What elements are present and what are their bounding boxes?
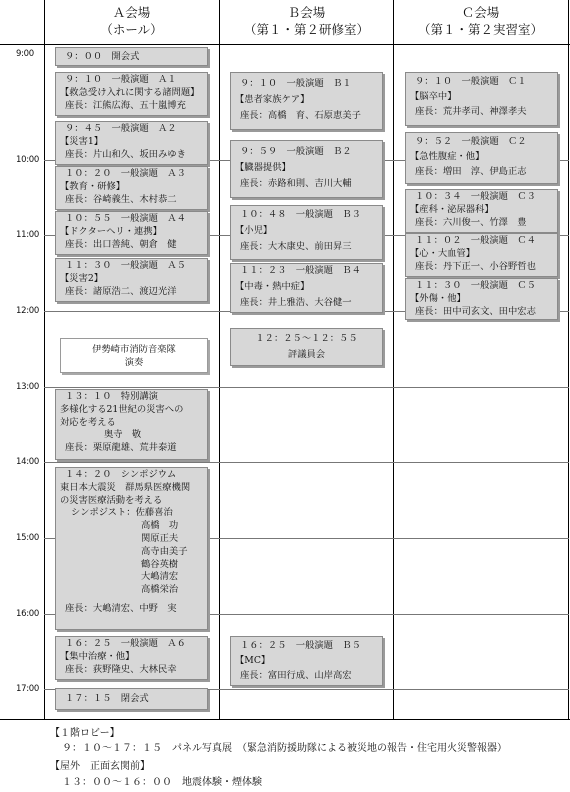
session-title: １１：３０ 一般演題 Ａ５: [65, 260, 186, 271]
time-label: 13:00: [16, 382, 39, 392]
session-topic: 【臓器提供】: [235, 161, 291, 173]
session-title: ９：４５ 一般演題 Ａ２: [65, 123, 177, 134]
session-chair: 座長：荒井孝司、神澤孝夫: [415, 105, 527, 117]
session-b3: [230, 205, 383, 260]
time-label: 12:00: [16, 306, 39, 316]
closing-ceremony: [55, 688, 208, 710]
session-b1: [230, 72, 383, 130]
session-title: １６：２５ 一般演題 Ａ６: [65, 638, 186, 649]
session-topic: 【災害2】: [60, 272, 104, 284]
symposium: [55, 467, 208, 630]
session-title: １１：０２ 一般演題 Ｃ４: [415, 235, 536, 246]
session-chair: 座長：谷崎義生、木村恭二: [65, 193, 177, 205]
session-topic: 【心・大血管】: [410, 247, 476, 259]
session-c1: [405, 72, 558, 126]
session-chair: 座長：高橋 育、石原恵美子: [240, 109, 361, 121]
session-title: ９：１０ 一般演題 Ｂ１: [240, 78, 352, 89]
session-topic: 【救急受け入れに関する諸問題】: [60, 86, 200, 98]
time-label: 16:00: [16, 609, 39, 619]
session-chair: 座長：荻野隆史、大林民幸: [65, 663, 177, 675]
band-name: 伊勢崎市消防音楽隊: [92, 344, 176, 355]
panelist: 高橋栄治: [141, 584, 179, 596]
symposium-theme-line1: 東日本大震災 群馬県医療機関: [60, 481, 191, 493]
lobby-text: ９：１０～１７：１５ パネル写真展 （緊急消防援助隊による被災地の報告・住宅用火災警報器）: [62, 743, 507, 754]
time-label: 9:00: [16, 49, 34, 59]
session-a3: [55, 166, 208, 210]
session-title: ９：１０ 一般演題 Ｃ１: [415, 76, 527, 87]
session-a6: [55, 636, 208, 680]
band-performance: [60, 338, 208, 373]
session-chair: 座長：諸原浩二、渡辺光洋: [65, 285, 177, 297]
session-c5: [405, 278, 558, 320]
lobby-label: 【１階ロビー】: [50, 728, 120, 739]
session-chair: 座長：大木康史、前田昇三: [240, 240, 352, 252]
opening-title: ９：００ 開会式: [65, 51, 140, 62]
header-c-name: Ｃ会場: [461, 5, 500, 20]
symposium-chair: 座長：大嶋清宏、中野 実: [65, 602, 177, 614]
symposium-theme-line2: の災害医療活動を考える: [60, 494, 163, 506]
session-chair: 座長：井上雅浩、大谷健一: [240, 296, 352, 308]
closing-title: １７：１５ 閉会式: [65, 693, 149, 704]
session-chair: 座長：丹下正一、小谷野哲也: [415, 260, 536, 272]
session-chair: 座長：江熊広海、五十嵐博充: [65, 99, 186, 111]
session-chair: 座長：増田 淳、伊島正志: [415, 165, 527, 177]
outdoor-text: １３：００～１６：００ 地震体験・煙体験: [62, 777, 262, 788]
session-chair: 座長：赤路和則、吉川大輔: [240, 177, 352, 189]
panelist: 高橋 功: [141, 520, 179, 532]
header-b-name: Ｂ会場: [287, 5, 326, 20]
header-hall-c: [393, 4, 568, 38]
session-title: １０：４８ 一般演題 Ｂ３: [240, 209, 361, 220]
header-hall-b: [219, 4, 394, 38]
panelist: 大嶋清宏: [141, 571, 179, 583]
opening-ceremony: [55, 47, 208, 66]
session-title: １１：３０ 一般演題 Ｃ５: [415, 280, 536, 291]
special-lecture: [55, 389, 208, 460]
session-chair: 座長：片山和久、坂田みゆき: [65, 148, 186, 160]
header-hall-a: [44, 4, 219, 38]
session-topic: 【災害1】: [60, 135, 104, 147]
session-topic: 【中毒・熱中症】: [235, 280, 310, 292]
session-topic: 【急性腹症・他】: [410, 150, 485, 162]
lecture-title: １３：１０ 特別講演: [65, 391, 158, 402]
session-a2: [55, 121, 208, 165]
header-b-sub: （第１・第２研修室）: [243, 22, 369, 37]
session-topic: 【ドクターヘリ・連携】: [60, 225, 162, 237]
header-a-name: Ａ会場: [112, 5, 151, 20]
time-label: 17:00: [16, 684, 39, 694]
time-label: 15:00: [16, 533, 39, 543]
session-title: １６：２５ 一般演題 Ｂ５: [240, 640, 361, 651]
session-chair: 座長：田中司玄文、田中宏志: [415, 305, 536, 317]
session-c4: [405, 233, 558, 277]
session-c3: [405, 189, 558, 233]
panelist: 関原正夫: [141, 532, 179, 544]
outdoor-label: 【屋外 正面玄関前】: [50, 761, 150, 772]
session-topic: 【脳卒中】: [410, 90, 457, 102]
council-meeting: [230, 328, 383, 366]
lecture-chair: 座長：栗原龍雄、荒井泰道: [65, 442, 177, 454]
session-c2: [405, 132, 558, 184]
session-title: ９：５２ 一般演題 Ｃ２: [415, 136, 527, 147]
session-topic: 【患者家族ケア】: [235, 93, 310, 105]
session-b5: [230, 636, 383, 686]
council-label: 評議員会: [287, 348, 326, 360]
lecture-theme-line1: 多様化する21世紀の災害への: [60, 403, 184, 415]
session-topic: 【外傷・他】: [410, 292, 466, 304]
session-topic: 【小児】: [235, 224, 273, 236]
lecture-theme-line2: 対応を考える: [60, 416, 116, 428]
session-title: １０：５５ 一般演題 Ａ４: [65, 213, 186, 224]
council-time: １２：２５～１２：５５: [255, 333, 358, 344]
session-title: ９：１０ 一般演題 Ａ１: [65, 74, 177, 85]
session-a5: [55, 258, 208, 302]
band-label: 演奏: [124, 357, 144, 368]
session-topic: 【MC】: [235, 654, 271, 666]
session-title: ９：５９ 一般演題 Ｂ２: [240, 146, 352, 157]
session-a4: [55, 211, 208, 255]
session-b4: [230, 263, 383, 313]
symposium-title: １４：２０ シンポジウム: [65, 469, 177, 480]
session-a1: [55, 72, 208, 116]
panelist: 佐藤喜治: [135, 507, 173, 519]
symposium-panelist-label: シンポジスト：: [71, 507, 136, 519]
session-chair: 座長：富田行成、山岸高宏: [240, 669, 352, 681]
time-label: 11:00: [16, 230, 39, 240]
lecture-speaker: 奥寺 敬: [104, 429, 142, 441]
session-title: １０：２０ 一般演題 Ａ３: [65, 168, 186, 179]
session-chair: 座長：出口善純、朝倉 健: [65, 238, 177, 250]
session-title: １１：２３ 一般演題 Ｂ４: [240, 265, 361, 276]
session-b2: [230, 140, 383, 198]
header-a-sub: （ホール）: [100, 22, 163, 37]
session-topic: 【産科・泌尿器科】: [410, 203, 494, 215]
session-topic: 【教育・研修】: [60, 180, 126, 192]
header-c-sub: （第１・第２実習室）: [417, 22, 543, 37]
time-label: 10:00: [16, 155, 39, 165]
session-title: １０：３４ 一般演題 Ｃ３: [415, 191, 536, 202]
panelist: 高寺由美子: [141, 545, 188, 557]
time-label: 14:00: [16, 457, 39, 467]
session-chair: 座長：六川俊一、竹澤 豊: [415, 216, 527, 228]
session-topic: 【集中治療・他】: [60, 650, 135, 662]
panelist: 鶴谷英樹: [141, 558, 179, 570]
